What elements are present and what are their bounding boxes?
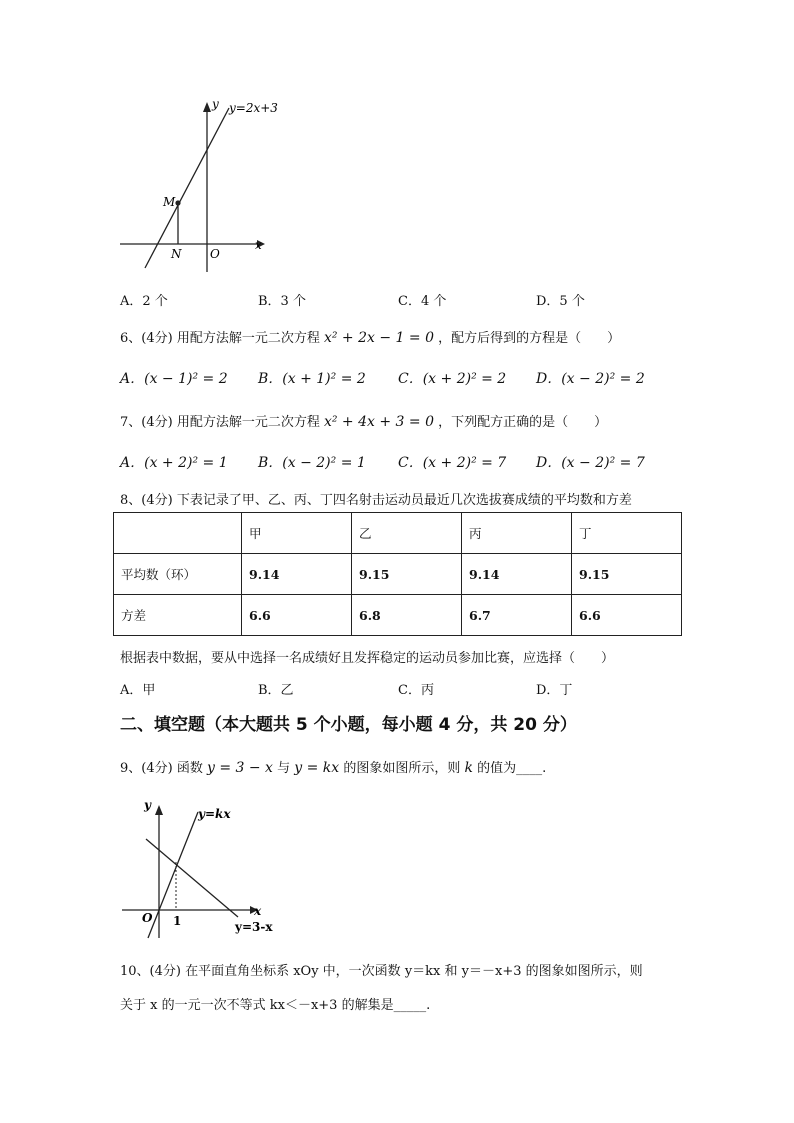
- label-y: y: [144, 798, 151, 812]
- table-header-cell: 丙: [462, 513, 572, 554]
- q7-stem-pre: 7、(4分) 用配方法解一元二次方程: [120, 415, 320, 430]
- table-row: [114, 595, 682, 636]
- table-header-row: [114, 513, 682, 554]
- q5-option-c[interactable]: C．4 个: [398, 294, 447, 309]
- q8-followup: 根据表中数据，要从中选择一名成绩好且发挥稳定的运动员参加比赛，应选择（ ）: [120, 651, 615, 666]
- q9-stem: [120, 757, 546, 776]
- table-cell: 9.15: [572, 554, 682, 595]
- table-header-cell: 丁: [572, 513, 682, 554]
- q7-equation: x² + 4x + 3 = 0: [323, 414, 434, 430]
- q7-option-b[interactable]: B．(x − 2)² = 1: [258, 455, 366, 471]
- q10-line2: 关于 x 的一元一次不等式 kx＜－x+3 的解集是_____.: [120, 998, 431, 1013]
- table-cell: 6.8: [352, 595, 462, 636]
- table-cell: 6.7: [462, 595, 572, 636]
- q8-stem: 8、(4分) 下表记录了甲、乙、丙、丁四名射击运动员最近几次选拔赛成绩的平均数和方差: [120, 493, 632, 508]
- q9-k: k: [464, 760, 473, 776]
- y-axis-arrow: [155, 805, 163, 815]
- table-cell: 6.6: [572, 595, 682, 636]
- q6-option-a[interactable]: A．(x − 1)² = 2: [120, 371, 228, 387]
- label-x: x: [254, 904, 262, 918]
- q9-eq2: y = kx: [294, 760, 340, 776]
- q7-option-c[interactable]: C．(x + 2)² = 7: [398, 455, 507, 471]
- q6-equation: x² + 2x − 1 = 0: [323, 330, 434, 346]
- table-header-cell: [114, 513, 242, 554]
- table-header-cell: 乙: [352, 513, 462, 554]
- q9-mid: 与: [277, 761, 291, 776]
- table-row-label: 平均数（环）: [114, 554, 242, 595]
- q9-eq1: y = 3 − x: [206, 760, 273, 776]
- q9-post: 的图象如图所示，则: [343, 761, 461, 776]
- q6-options: [120, 368, 680, 388]
- label-y-2x-3: y=2x+3: [229, 101, 278, 115]
- q8-options: [120, 679, 680, 699]
- table-row: [114, 554, 682, 595]
- label-N: N: [171, 247, 182, 261]
- q7-stem: [120, 411, 607, 430]
- label-M: M: [163, 195, 176, 209]
- q7-stem-post: ，下列配方正确的是（ ）: [438, 415, 608, 430]
- point-M: [175, 200, 180, 205]
- q6-stem-post: ，配方后得到的方程是（ ）: [438, 331, 621, 346]
- line-3-minus-x: [146, 839, 238, 917]
- q7-option-a[interactable]: A．(x + 2)² = 1: [120, 455, 228, 471]
- y-axis-arrow: [203, 102, 211, 112]
- q5-option-d[interactable]: D．5 个: [536, 294, 585, 309]
- q9-post2: 的值为____.: [477, 761, 547, 776]
- table-cell: 6.6: [242, 595, 352, 636]
- q6-option-d[interactable]: D．(x − 2)² = 2: [536, 371, 645, 387]
- q8-option-d[interactable]: D．丁: [536, 683, 573, 698]
- q8-option-b[interactable]: B．乙: [258, 683, 294, 698]
- label-x: x: [255, 238, 262, 252]
- q5-option-b[interactable]: B．3 个: [258, 294, 306, 309]
- graph-y-2x-plus-3: [112, 96, 282, 280]
- label-y-kx: y=kx: [198, 807, 231, 821]
- q6-stem-pre: 6、(4分) 用配方法解一元二次方程: [120, 331, 320, 346]
- q5-options: [120, 290, 680, 310]
- q10-line1: 10、(4分) 在平面直角坐标系 xOy 中，一次函数 y＝kx 和 y＝－x+3 的图象如图所示，则: [120, 964, 643, 979]
- q5-option-a[interactable]: A．2 个: [120, 294, 168, 309]
- label-y-3-x: y=3-x: [235, 920, 273, 934]
- label-O: O: [142, 911, 153, 925]
- table-cell: 9.15: [352, 554, 462, 595]
- q9-stem-pre: 9、(4分) 函数: [120, 761, 203, 776]
- table-header-cell: 甲: [242, 513, 352, 554]
- table-cell: 9.14: [462, 554, 572, 595]
- label-O: O: [210, 247, 220, 261]
- q7-option-d[interactable]: D．(x − 2)² = 7: [536, 455, 645, 471]
- q7-options: [120, 452, 680, 472]
- q8-option-c[interactable]: C．丙: [398, 683, 434, 698]
- q6-option-b[interactable]: B．(x + 1)² = 2: [258, 371, 366, 387]
- q6-option-c[interactable]: C．(x + 2)² = 2: [398, 371, 507, 387]
- table-cell: 9.14: [242, 554, 352, 595]
- q6-stem: [120, 327, 620, 346]
- label-y: y: [212, 97, 219, 111]
- section-heading: 二、填空题（本大题共 5 个小题，每小题 4 分，共 20 分）: [120, 715, 577, 735]
- q8-option-a[interactable]: A．甲: [120, 683, 156, 698]
- table-row-label: 方差: [114, 595, 242, 636]
- graph-kx-and-3-minus-x: [118, 795, 273, 945]
- scores-table: [113, 512, 682, 636]
- label-1: 1: [173, 914, 182, 928]
